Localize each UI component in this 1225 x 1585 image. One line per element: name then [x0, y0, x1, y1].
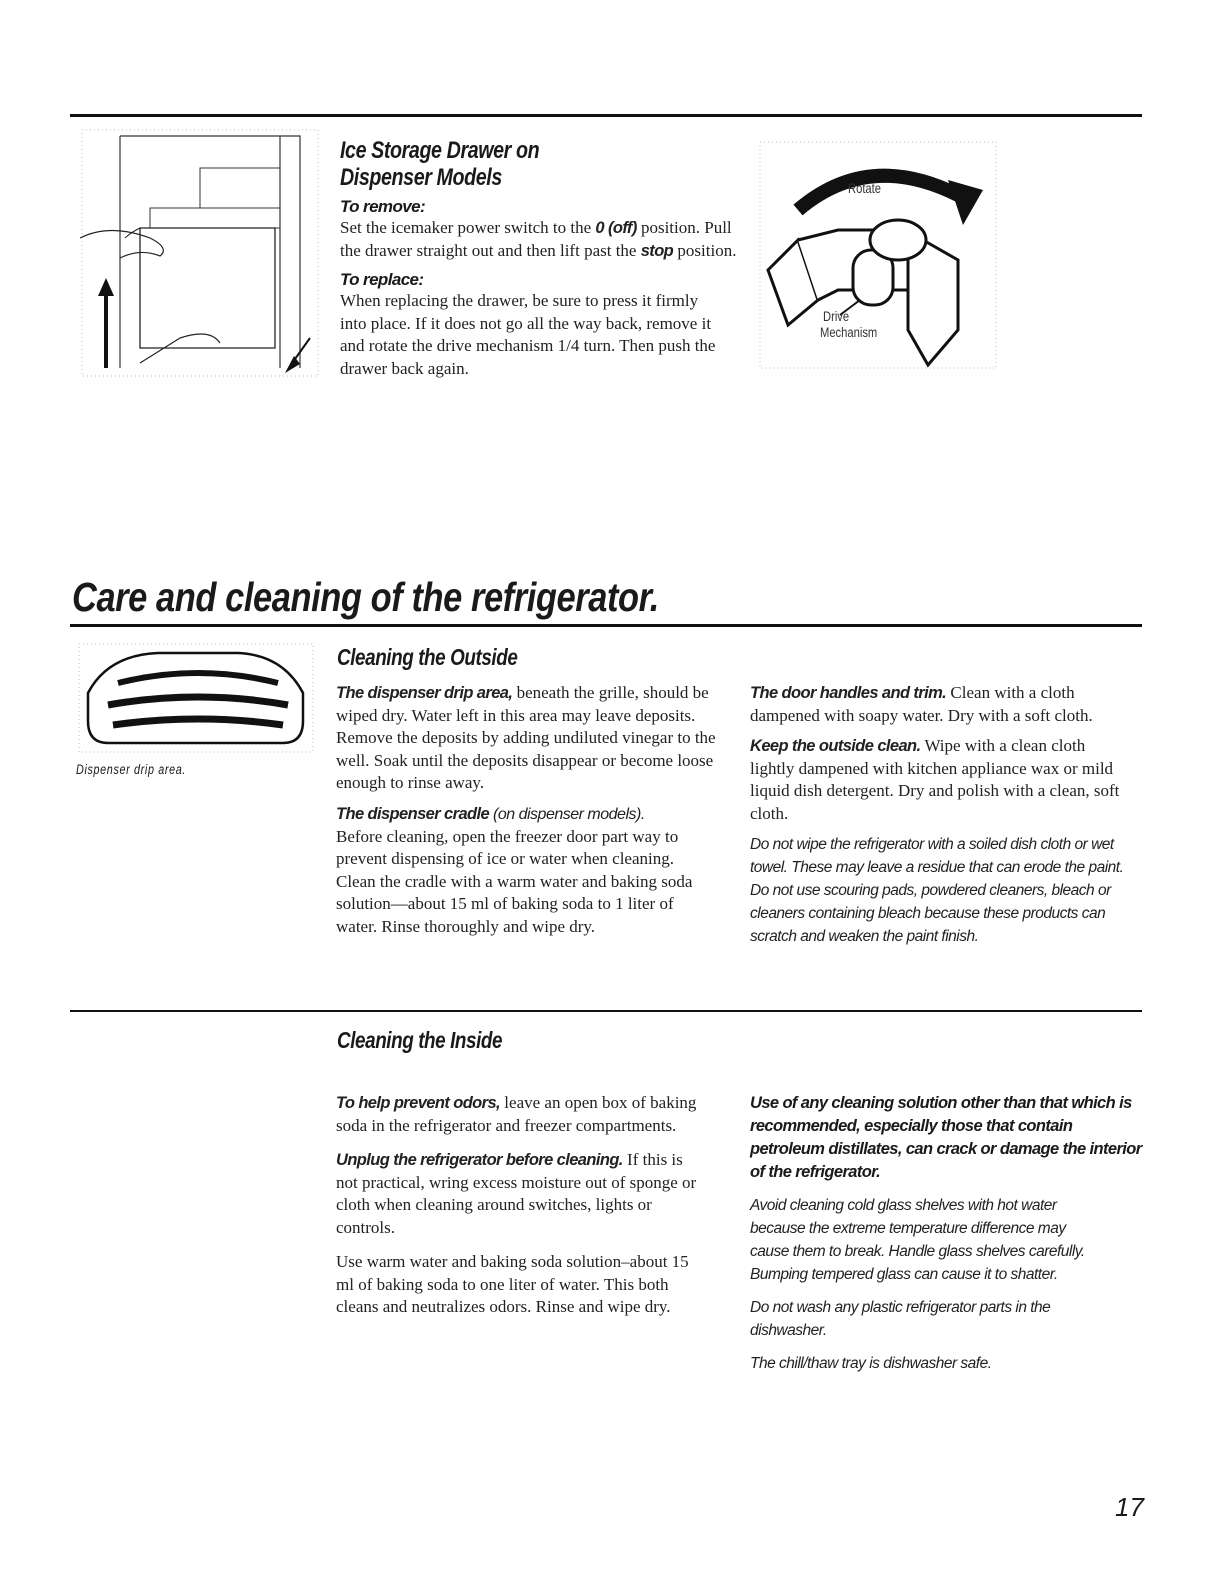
- inside-rule: [70, 1010, 1142, 1012]
- cradle-paragraph: The dispenser cradle (on dispenser models). Before cleaning, open the freezer door part way to prevent dispensing of ice or water when cleaning. Clean the cradle with a warm water and baking soda solution—about 15 ml of baking soda to 1 liter of water. Rinse thoroughly and wipe dry.: [336, 804, 693, 936]
- door-handles-paragraph: The door handles and trim. Clean with a cloth dampened with soapy water. Dry with a soft cloth.: [750, 683, 1093, 725]
- remove-heading: To remove:: [340, 197, 426, 216]
- inside-warning-bold: Use of any cleaning solution other than that which is recommended, especially those that contain petroleum distillates, can crack or damage the interior of the refrigerator.: [750, 1094, 1142, 1181]
- drip-area-caption: Dispenser drip area.: [76, 762, 187, 777]
- ice-section-title: Ice Storage Drawer on Dispenser Models: [340, 137, 540, 191]
- baking-soda-paragraph: Use warm water and baking soda solution–about 15 ml of baking soda to one liter of water. This both cleans and neutralizes odors. Rinse and wipe dry.: [336, 1252, 689, 1316]
- unplug-paragraph: Unplug the refrigerator before cleaning. If this is not practical, wring excess moisture out of sponge or cloth when cleaning around switches, lights or controls.: [336, 1150, 697, 1237]
- outside-clean-paragraph: Keep the outside clean. Wipe with a clean cloth lightly dampened with kitchen appliance wax or mild liquid dish detergent. Dry and polish with a clean, soft cloth.: [750, 736, 1120, 823]
- fig-label-rotate: Rotate: [848, 180, 881, 196]
- outside-warning-note: Do not wipe the refrigerator with a soiled dish cloth or wet towel. These may leave a residue that can erode the paint. Do not use scouring pads, powdered cleaners, bleach or cleaners containing bleach because these products can scratch and weaken the paint finish.: [750, 836, 1124, 945]
- chill-thaw-note: The chill/thaw tray is dishwasher safe.: [750, 1355, 992, 1372]
- glass-shelves-note: Avoid cleaning cold glass shelves with hot water because the extreme temperature difference may cause them to break. Handle glass shelves carefully. Bumping tempered glass can cause it to shatter.: [750, 1197, 1085, 1283]
- fig-label-mechanism: Mechanism: [820, 324, 878, 340]
- plastic-parts-note: Do not wash any plastic refrigerator parts in the dishwasher.: [750, 1299, 1051, 1339]
- outside-left-column: [336, 682, 716, 938]
- inside-right-column: [750, 1092, 1142, 1375]
- ice-remove-block: [340, 197, 740, 380]
- fig-label-drive: Drive: [823, 308, 850, 324]
- ice-drawer-illustration: [80, 128, 320, 378]
- inside-heading: Cleaning the Inside: [337, 1027, 503, 1053]
- inside-left-column: [336, 1092, 706, 1319]
- prevent-odors-paragraph: To help prevent odors, leave an open box of baking soda in the refrigerator and freezer compartments.: [336, 1093, 697, 1135]
- care-title-rule: [70, 624, 1142, 627]
- outside-heading: Cleaning the Outside: [337, 644, 518, 670]
- drip-area-paragraph: The dispenser drip area, beneath the grille, should be wiped dry. Water left in this area may leave deposits. Remove the deposits by adding undiluted vinegar to the well. Soak until the deposits disappear or become loose enough to rinse away.: [336, 683, 716, 792]
- replace-paragraph: When replacing the drawer, be sure to press it firmly into place. If it does not go all the way back, remove it and rotate the drive mechanism 1/4 turn. Then push the drawer back again.: [340, 291, 716, 378]
- replace-heading: To replace:: [340, 270, 424, 289]
- care-section-title: Care and cleaning of the refrigerator.: [72, 574, 659, 620]
- outside-right-column: [750, 682, 1130, 948]
- remove-paragraph: Set the icemaker power switch to the 0 (off) position. Pull the drawer straight out and then lift past the stop position.: [340, 218, 737, 260]
- top-rule: [70, 114, 1142, 117]
- drive-mechanism-illustration: [758, 140, 998, 370]
- drip-area-illustration: [78, 643, 314, 753]
- page-number: 17: [1115, 1492, 1144, 1522]
